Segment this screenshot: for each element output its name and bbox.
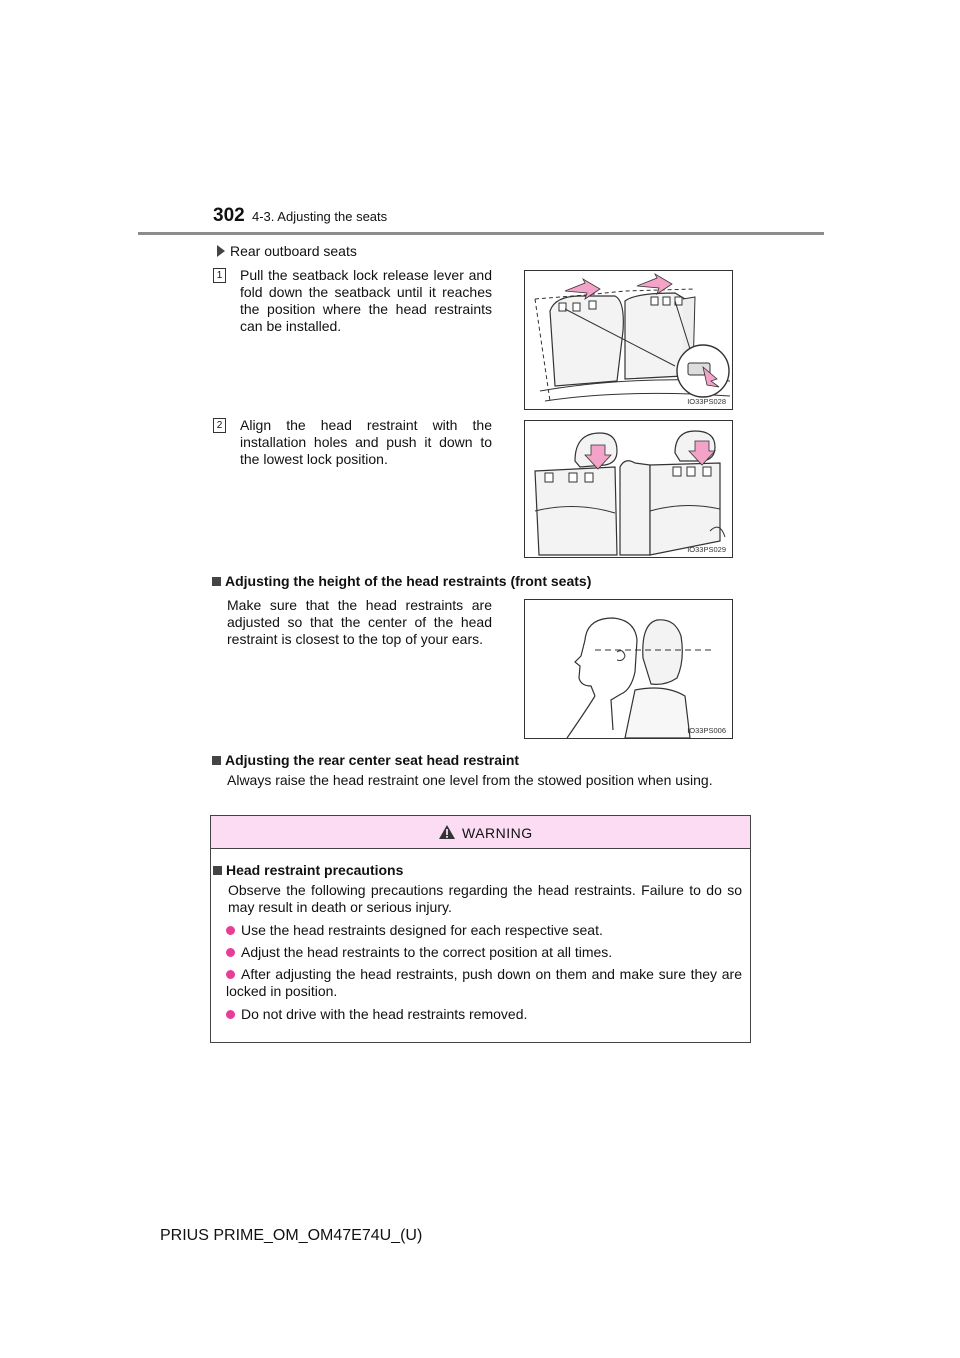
square-bullet-icon xyxy=(212,577,221,586)
bullet-dot-icon xyxy=(226,1010,235,1019)
warning-bullet xyxy=(226,966,742,1000)
bullet-dot-icon xyxy=(226,970,235,979)
bullet-text: Use the head restraints designed for each respective seat. xyxy=(241,922,603,938)
rear-center-heading xyxy=(212,752,519,768)
heading-label: Adjusting the rear center seat head restraint xyxy=(225,752,520,768)
bullet-text: Do not drive with the head restraints removed. xyxy=(241,1006,528,1022)
rear-center-text: Always raise the head restraint one level from the stowed position when using. xyxy=(227,772,713,788)
step-number-1: 1 xyxy=(213,268,226,283)
warning-bullet xyxy=(226,922,742,939)
figure-code: IO33PS028 xyxy=(687,397,726,406)
bullet-dot-icon xyxy=(226,926,235,935)
figure-seatback-fold xyxy=(524,270,733,410)
figure-code: IO33PS006 xyxy=(687,726,726,735)
warning-header xyxy=(211,816,750,849)
header-divider xyxy=(138,232,824,235)
warning-intro: Observe the following precautions regarding the head restraints. Failure to do so may result in death or serious injury. xyxy=(228,882,742,915)
step-number-2: 2 xyxy=(213,418,226,433)
heading-label: Head restraint precautions xyxy=(226,862,404,878)
head-position-illustration xyxy=(525,600,732,738)
warning-triangle-icon xyxy=(438,824,456,840)
front-height-text: Make sure that the head restraints are adjusted so that the center of the head restraint is closest to the top of your ears. xyxy=(227,597,492,647)
bullet-text: After adjusting the head restraints, push down on them and make sure they are locked in position. xyxy=(226,966,742,999)
step-1-text: Pull the seatback lock release lever and fold down the seatback until it reaches the position where the head restraints can be installed. xyxy=(240,267,492,334)
square-bullet-icon xyxy=(212,756,221,765)
bullet-dot-icon xyxy=(226,948,235,957)
subheading-label: Rear outboard seats xyxy=(230,243,357,259)
front-height-heading xyxy=(212,573,591,589)
heading-label: Adjusting the height of the head restraints (front seats) xyxy=(225,573,592,589)
triangle-bullet-icon xyxy=(217,245,225,257)
document-id: PRIUS PRIME_OM_OM47E74U_(U) xyxy=(160,1227,423,1244)
bullet-text: Adjust the head restraints to the correct position at all times. xyxy=(241,944,613,960)
head-restraint-install-illustration xyxy=(525,421,732,557)
step-2-text: Align the head restraint with the installation holes and push it down to the lowest lock position. xyxy=(240,417,492,467)
figure-code: IO33PS029 xyxy=(687,545,726,554)
page-number: 302 xyxy=(213,205,245,226)
figure-head-restraint-install xyxy=(524,420,733,558)
seatback-fold-illustration xyxy=(525,271,732,409)
square-bullet-icon xyxy=(213,866,222,875)
figure-head-position xyxy=(524,599,733,739)
warning-box xyxy=(210,815,751,1043)
warning-heading xyxy=(213,862,403,878)
section-title: 4-3. Adjusting the seats xyxy=(252,209,388,224)
warning-bullet xyxy=(226,1006,742,1023)
warning-title: WARNING xyxy=(462,825,533,841)
rear-outboard-subheading xyxy=(230,243,357,259)
warning-bullet xyxy=(226,944,742,961)
